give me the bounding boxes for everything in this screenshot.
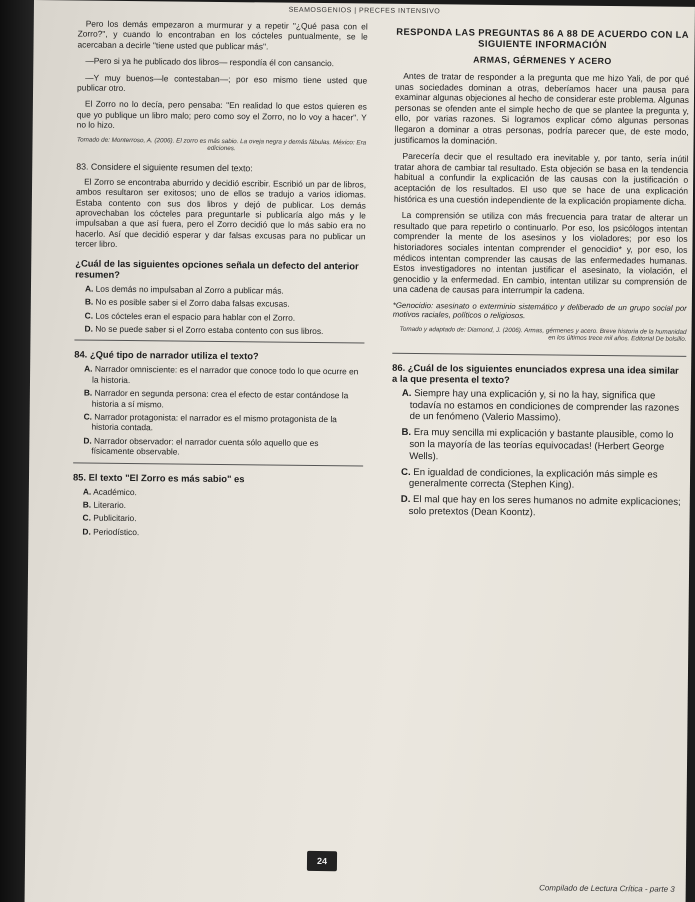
story-paragraph-3: —Y muy buenos—le contestaban—; por eso mismo tiene usted que publicar otro. [77, 72, 368, 93]
q86-option-b[interactable]: B. Era muy sencilla mi explicación y bastante plausible, como lo son la mayoría de las teorías equivocadas! (Herbert George Wells). [401, 427, 674, 463]
q83-option-b[interactable]: B. No es posible saber si el Zorro daba falsas excusas. [84, 296, 290, 309]
q86-option-c[interactable]: C. En igualdad de condiciones, la explicación más simple es generalmente correcta (Stephen King). [401, 466, 658, 492]
q83-stem: 83. Considere el siguiente resumen del texto: [76, 161, 253, 174]
reading-title: ARMAS, GÉRMENES Y ACERO [473, 54, 612, 67]
story-paragraph-4: El Zorro no lo decía, pero pensaba: "En realidad lo que estos quieren es que yo publique un libro malo; pero como soy el Zorro, no lo voy a hacer". Y no lo hizo. [76, 98, 367, 131]
document-page [25, 0, 695, 902]
q83-option-c[interactable]: C. Los cócteles eran el espacio para hablar con el Zorro. [84, 310, 296, 323]
reading-paragraph-3: La comprensión se utiliza con más frecuencia para tratar de alterar un resultado que para repetirlo o continuarlo. Por eso, los psicólogos intentan comprender la mente de los asesinos y los violadores; por eso los historiadores sociales intentan comprender el genocidio* y, por eso, los médicos intentan comprender las causas de las enfermedades humanas. Estos investigadores no intentan justificar el asesinato, la violación, el genocidio y la enfermedad. En cambio, intentan utilizar su comprensión de una cadena de causas para interrumpir la cadena. [392, 209, 688, 297]
q84-question: 84. ¿Qué tipo de narrador utiliza el texto? [74, 348, 259, 362]
q85-option-b[interactable]: B. Literario. [82, 499, 127, 510]
q85-question: 85. El texto "El Zorro es más sabio" es [72, 470, 245, 484]
left-column [72, 18, 367, 542]
q86-question: 86. ¿Cuál de los siguientes enunciados expresa una idea similar a la que presenta el texto? [392, 361, 679, 385]
story-paragraph-2: —Pero si ya he publicado dos libros— respondía él con cansancio. [85, 55, 335, 69]
q84-option-a[interactable]: A. Narrador omnisciente: es el narrador que conoce todo lo que ocurre en la historia. [84, 363, 359, 385]
reading-source: Tomado y adaptado de: Diamond, J. (2006). Armas, gérmenes y acero. Breve historia de la humanidad en los últimos trece mil años. Editorial De bolsillo. [399, 325, 687, 344]
q83-question: ¿Cuál de las siguientes opciones señala un defecto del anterior resumen? [75, 257, 359, 280]
reading-paragraph-1: Antes de tratar de responder a la pregunta que me hizo Yali, de por qué unas sociedades dominan a otras, deberíamos hacer una pausa para examinar algunas objeciones al hecho de considerar este problema. Algunas personas se ofenden ante el simple hecho de que se plantee la pregunta y, ello, por varias razones. Si logramos explicar cómo algunas personas llegaron a dominar a otras personas, podría parecer que, de este modo, justificamos la dominación. [394, 70, 690, 146]
footnote-genocidio: *Genocidio: asesinato o exterminio sistemático y deliberado de un grupo social por motivos raciales, políticos o religiosos. [392, 300, 687, 321]
q84-option-d[interactable]: D. Narrador observador: el narrador cuenta sólo aquello que es físicamente observable. [83, 435, 319, 457]
q86-option-a[interactable]: A. Siempre hay una explicación y, si no la hay, significa que todavía no estamos en condiciones de comprender las razones de un fenómeno (Valerio Massimo). [401, 387, 680, 425]
divider [74, 340, 364, 344]
right-column [391, 26, 690, 525]
page-footer: Compilado de Lectura Crítica - parte 3 [539, 883, 675, 894]
q85-option-d[interactable]: D. Periodístico. [82, 526, 140, 537]
story-paragraph-1: Pero los demás empezaron a murmurar y a repetir "¿Qué pasa con el Zorro?", y cuando lo encontraban en los cócteles puntualmente, se le acercaban a decirle "tiene usted que publicar más". [77, 18, 368, 52]
page-number: 24 [307, 851, 337, 871]
q83-summary: El Zorro se encontraba aburrido y decidió escribir. Escribió un par de libros, ambos resultaron ser exitosos; uno de ellos se tradujo a varios idiomas. Estaba contento con sus dos libros y dejó de publicar. Los demás aprovechaban los cócteles para preguntarle si publicaría algo más y le impulsaban a que así fuera, pero el Zorro decidió que lo más sabio era no hacerlo. Así que decidió esperar y dar falsas excusas para no publicar un tercer libro. [75, 176, 367, 250]
q84-option-b[interactable]: B. Narrador en segunda persona: crea el efecto de estar contándose la historia a sí mismo. [83, 387, 349, 409]
q84-option-c[interactable]: C. Narrador protagonista: el narrador es el mismo protagonista de la historia contada. [83, 411, 337, 433]
q86-option-d[interactable]: D. El mal que hay en los seres humanos no admite explicaciones; solo pretextos (Dean Koontz). [400, 494, 681, 519]
running-header: SEAMOSGENIOS | PRECFES INTENSIVO [288, 6, 441, 16]
divider [73, 462, 363, 466]
story-source: Tomado de: Monterroso, A. (2006). El zorro es más sabio. La oveja negra y demás fábulas. México: Era ediciones. [76, 136, 367, 153]
divider [392, 353, 686, 357]
q83-option-d[interactable]: D. No se puede saber si el Zorro estaba contento con sus libros. [84, 323, 324, 336]
reading-paragraph-2: Parecería decir que el resultado era inevitable y, por tanto, sería inútil tratar ahora de cambiar tal resultado. Esta objeción se basa en la tendencia habitual a confundir la explicación de las causas con la justificación o aceptación de los resultados. El uso que se hace de una explicación histórica es una cuestión independiente de la explicación propiamente dicha. [393, 151, 689, 207]
q85-option-c[interactable]: C. Publicitario. [82, 512, 137, 524]
q85-option-a[interactable]: A. Académico. [82, 486, 137, 497]
q83-option-a[interactable]: A. Los demás no impulsaban al Zorro a publicar más. [84, 283, 284, 296]
section-instruction: RESPONDA LAS PREGUNTAS 86 A 88 DE ACUERDO CON LA SIGUIENTE INFORMACIÓN [396, 25, 690, 51]
